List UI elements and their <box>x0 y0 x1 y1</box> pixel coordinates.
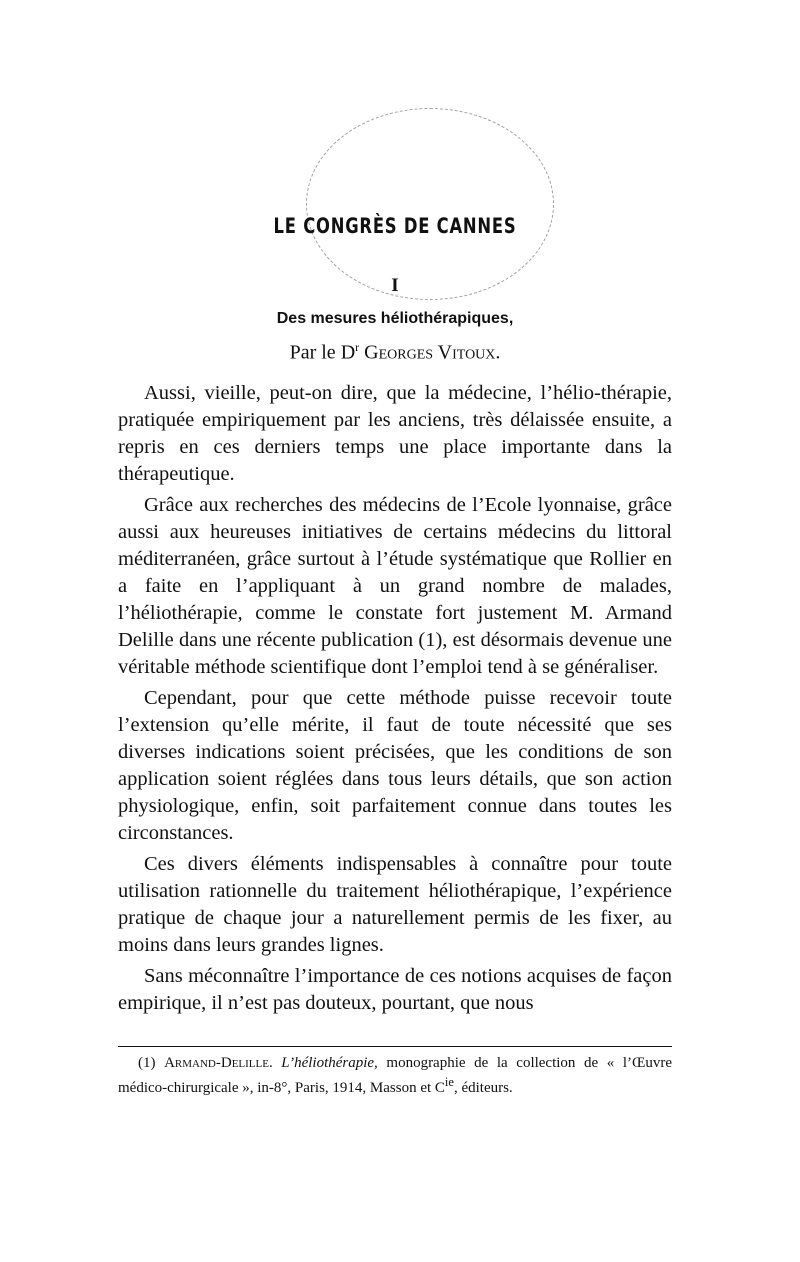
section-number: I <box>391 275 399 296</box>
footnote-rule <box>118 1046 672 1047</box>
footnote-author: Armand-Delille. <box>164 1055 273 1071</box>
footnote-end: , éditeurs. <box>453 1080 513 1096</box>
chapter-title: LE CONGRÈS DE CANNES <box>273 214 517 238</box>
paragraph-2: Grâce aux recherches des médecins de l’Ecole lyonnaise, grâce aussi aux heureuses initiatives de certains médecins du littoral méditerranéen, grâce surtout à l’étude systématique que Rollier en a faite en l’appliquant à un grand nombre de malades, l’héliothérapie, comme le constate fort justement M. Armand Delille dans une récente publication (1), est désormais devenue une véritable méthode scientifique dont l’emploi tend à se généraliser. <box>118 494 672 678</box>
article-subtitle: Des mesures héliothérapiques, <box>276 310 514 327</box>
document-page <box>118 0 672 1262</box>
author-prefix: Par le D <box>289 341 356 364</box>
article-author <box>118 340 672 365</box>
footnote-sup: ie <box>444 1075 454 1089</box>
paragraph-3: Cependant, pour que cette méthode puisse recevoir toute l’extension qu’elle mérite, il faut de toute nécessité que ses diverses indications soient précisées, que les conditions de son application soient réglées dans tous leurs détails, que son action physiologique, enfin, soit parfaitement connue dans toutes les circonstances. <box>118 687 672 844</box>
paragraph-5: Sans méconnaître l’importance de ces notions acquises de façon empirique, il n’est pas douteux, pourtant, que nous <box>118 965 672 1014</box>
author-name: Georges Vitoux. <box>364 341 501 364</box>
body-text <box>118 380 672 1021</box>
footnote <box>118 1054 672 1098</box>
library-stamp <box>306 108 554 300</box>
footnote-rest: monographie de la collection de « l’Œuvre médico-chirurgicale », in-8°, Paris, 1914, Masson et C <box>118 1055 672 1096</box>
footnote-marker: (1) <box>138 1055 165 1071</box>
author-sup: r <box>355 340 360 354</box>
footnote-work: L’héliothérapie, <box>281 1055 378 1071</box>
paragraph-4: Ces divers éléments indispensables à connaître pour toute utilisation rationnelle du traitement héliothérapique, l’expérience pratique de chaque jour a naturellement permis de les fixer, au moins dans leurs grandes lignes. <box>118 853 672 956</box>
paragraph-1: Aussi, vieille, peut-on dire, que la médecine, l’hélio-thérapie, pratiquée empiriquement par les anciens, très délaissée ensuite, a repris en ces derniers temps une place importante dans la thérapeutique. <box>118 382 672 485</box>
